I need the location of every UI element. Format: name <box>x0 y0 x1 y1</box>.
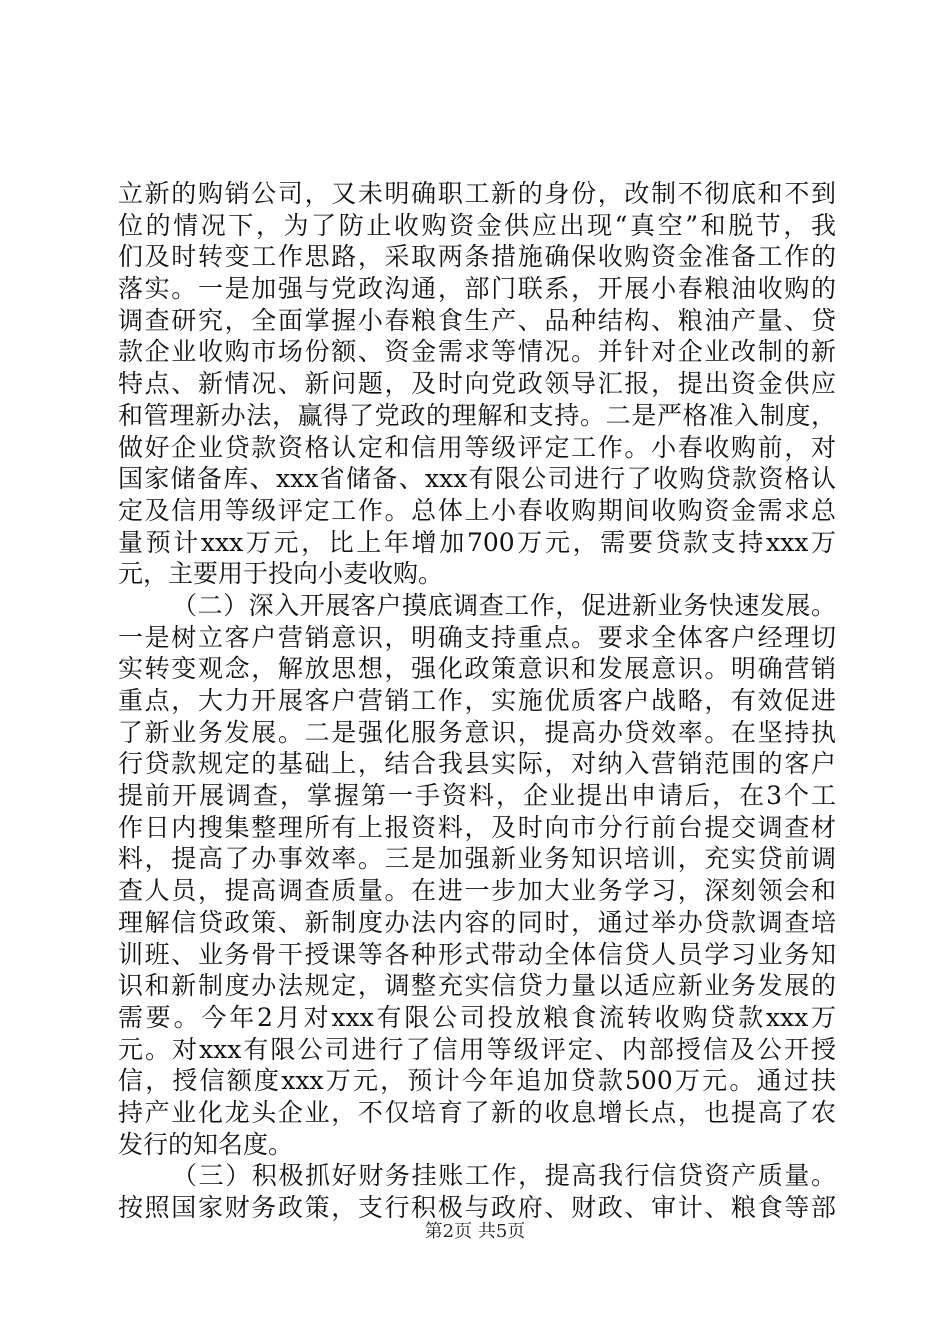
text-line: 元，主要用于投向小麦收购。 <box>118 559 444 589</box>
section-heading-3: （三）积极抓好财务挂账工作，提高我行信贷资产质量。 <box>172 1161 836 1191</box>
text-line: 调查研究，全面掌握小春粮食生产、品种结构、粮油产量、贷 <box>118 305 836 335</box>
text-line: 重点，大力开展客户营销工作，实施优质客户战略，有效促进 <box>118 686 836 715</box>
text-line: 信，授信额度xxx万元，预计今年追加贷款500万元。通过扶 <box>118 1066 836 1096</box>
text-line: 训班、业务骨干授课等各种形式带动全体信贷人员学习业务知 <box>118 939 836 969</box>
text-line: 持产业化龙头企业，不仅培育了新的收息增长点，也提高了农 <box>118 1097 836 1127</box>
section-heading-2: （二）深入开展客户摸底调查工作，促进新业务快速发展。 <box>172 590 836 620</box>
text-line: 提前开展调查，掌握第一手资料，企业提出申请后，在3个工 <box>118 781 836 811</box>
text-line: 量预计xxx万元，比上年增加700万元，需要贷款支持xxx万 <box>118 527 836 557</box>
text-line: 做好企业贷款资格认定和信用等级评定工作。小春收购前，对 <box>118 432 836 462</box>
text-line: 识和新制度办法规定，调整充实信贷力量以适应新业务发展的 <box>118 971 836 1001</box>
text-line: 特点、新情况、新问题，及时向党政领导汇报，提出资金供应 <box>118 369 836 399</box>
text-line: 和管理新办法，赢得了党政的理解和支持。二是严格准入制度， <box>118 400 836 430</box>
text-line: 一是树立客户营销意识，明确支持重点。要求全体客户经理切 <box>118 622 836 652</box>
text-line: 了新业务发展。二是强化服务意识，提高办贷效率。在坚持执 <box>118 717 836 747</box>
text-line: 料，提高了办事效率。三是加强新业务知识培训，充实贷前调 <box>118 844 836 874</box>
text-line: 们及时转变工作思路，采取两条措施确保收购资金准备工作的 <box>118 242 836 272</box>
text-line: 元。对xxx有限公司进行了信用等级评定、内部授信及公开授 <box>118 1034 836 1064</box>
text-line: 国家储备库、xxx省储备、xxx有限公司进行了收购贷款资格认 <box>118 464 836 494</box>
text-line: 立新的购销公司，又未明确职工新的身份，改制不彻底和不到 <box>118 179 836 208</box>
text-line: 实转变观念，解放思想，强化政策意识和发展意识。明确营销 <box>118 654 836 684</box>
text-line: 位的情况下，为了防止收购资金供应出现“真空”和脱节，我 <box>118 210 836 240</box>
text-line: 发行的知名度。 <box>118 1129 294 1159</box>
text-line: 理解信贷政策、新制度办法内容的同时，通过举办贷款调查培 <box>118 907 836 937</box>
text-line: 款企业收购市场份额、资金需求等情况。并针对企业改制的新 <box>118 337 836 367</box>
text-line: 定及信用等级评定工作。总体上小春收购期间收购资金需求总 <box>118 495 836 525</box>
text-line: 落实。一是加强与党政沟通，部门联系，开展小春粮油收购的 <box>118 274 836 304</box>
page-number-footer: 第2页 共5页 <box>424 1221 526 1242</box>
text-line: 按照国家财务政策，支行积极与政府、财政、审计、粮食等部 <box>118 1193 836 1222</box>
text-line: 行贷款规定的基础上，结合我县实际，对纳入营销范围的客户 <box>118 749 836 779</box>
text-line: 查人员，提高调查质量。在进一步加大业务学习，深刻领会和 <box>118 876 836 906</box>
text-line: 需要。今年2月对xxx有限公司投放粮食流转收购贷款xxx万 <box>118 1002 836 1032</box>
document-body <box>118 178 836 1224</box>
text-line: 作日内搜集整理所有上报资料，及时向市分行前台提交调查材 <box>118 812 836 842</box>
